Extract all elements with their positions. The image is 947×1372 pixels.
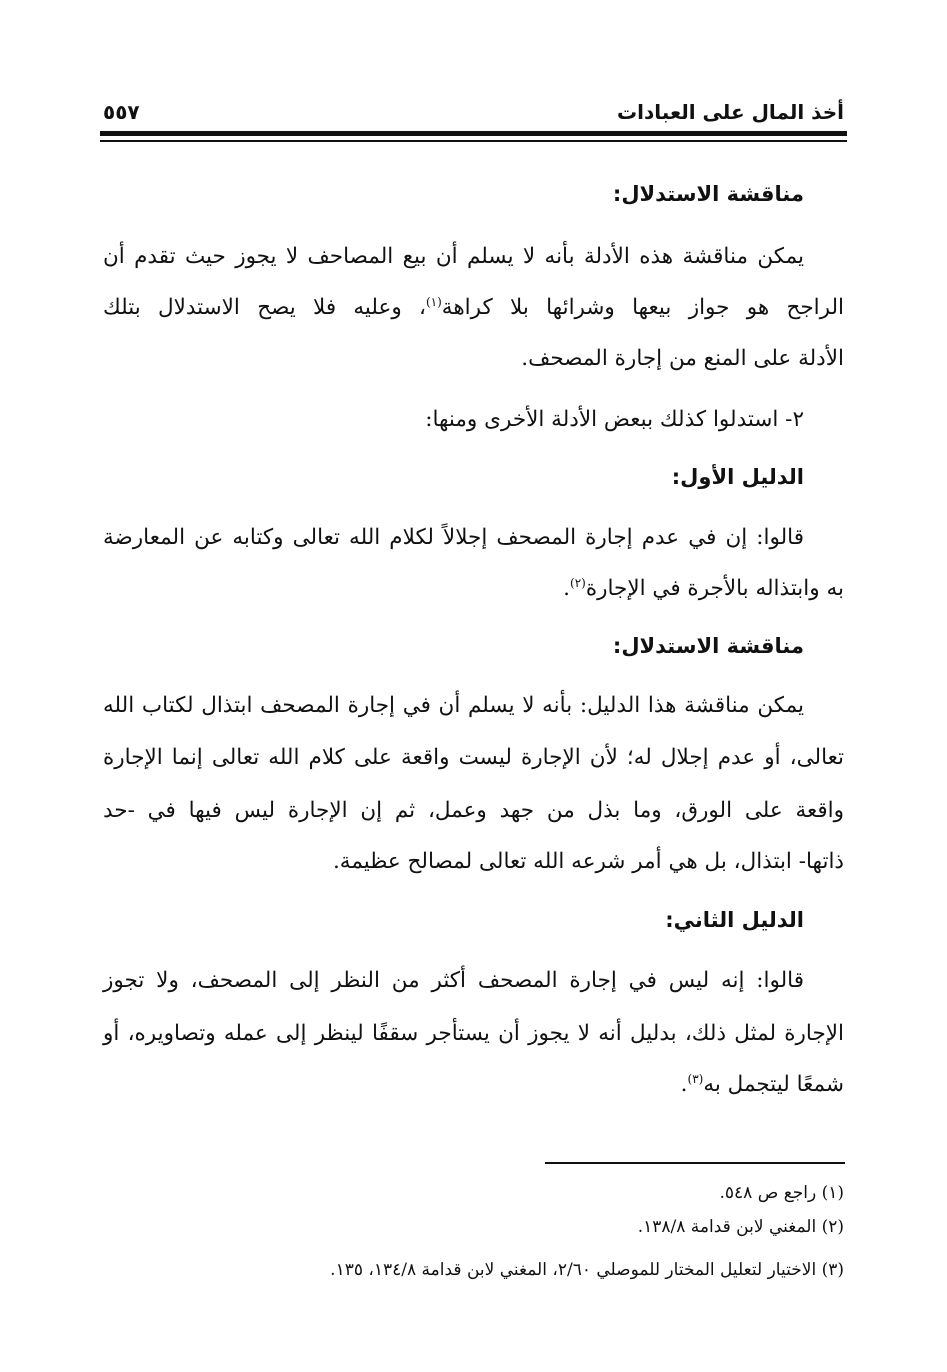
book-title: أخذ المال على العبادات (617, 100, 844, 124)
body-line: قالوا: إنه ليس في إجارة المصحف أكثر من النظر إلى المصحف، ولا تجوز (103, 968, 804, 993)
body-line: الأدلة على المنع من إجارة المصحف. (521, 346, 844, 371)
evidence-heading: الدليل الأول: (671, 465, 804, 489)
footnote: (٣) الاختيار لتعليل المختار للموصلي ٢/٦٠، المغني لابن قدامة ١٣٤/٨، ١٣٥. (330, 1260, 844, 1280)
evidence-heading: الدليل الثاني: (665, 908, 804, 932)
body-line-text: شمعًا ليتجمل به$^{(٣)}$. (680, 1071, 844, 1097)
body-line: ذاتها- ابتذال، بل هي أمر شرعه الله تعالى لمصالح عظيمة. (332, 849, 844, 874)
numbered-item: ٢- استدلوا كذلك ببعض الأدلة الأخرى ومنها: (425, 407, 804, 432)
body-line: قالوا: إن في عدم إجارة المصحف إجلالاً لكلام الله تعالى وكتابه عن المعارضة (103, 525, 804, 550)
section-heading: مناقشة الاستدلال: (612, 634, 804, 658)
body-line: الإجارة لمثل ذلك، بدليل أنه لا يجوز أن يستأجر سقفًا لينظر إلى عمله وتصاويره، أو (103, 1021, 844, 1046)
section-heading: مناقشة الاستدلال: (612, 182, 804, 206)
body-line (103, 1063, 844, 1107)
body-line-text: الراجح هو جواز بيعها وشرائها بلا كراهة$^{(١)}$، وعليه فلا يصح الاستدلال بتلك (103, 294, 844, 320)
body-line: يمكن مناقشة هذه الأدلة بأنه لا يسلم أن بيع المصاحف لا يجوز حيث تقدم أن (103, 244, 804, 269)
running-head (103, 92, 844, 124)
footnote-ref: (١) (425, 294, 442, 309)
footnote-ref: (٣) (687, 1071, 704, 1086)
footnote-ref: (٢) (570, 575, 586, 590)
page-number: ٥٥٧ (103, 100, 140, 124)
body-line (103, 567, 844, 611)
header-rule-thin (100, 140, 847, 142)
body-line-text: به وابتذاله بالأجرة في الإجارة$^{(٢)}$. (563, 575, 844, 601)
footnote: (١) راجع ص ٥٤٨. (719, 1183, 844, 1203)
body-line: واقعة على الورق، وما بذل من جهد وعمل، ثم إن الإجارة ليس فيها في -حد (103, 798, 844, 823)
body-line: يمكن مناقشة هذا الدليل: بأنه لا يسلم أن في إجارة المصحف ابتذال لكتاب الله (103, 693, 804, 718)
body-line: تعالى، أو عدم إجلال له؛ لأن الإجارة ليست واقعة على كلام الله تعالى إنما الإجارة (103, 745, 844, 770)
footnote: (٢) المغني لابن قدامة ١٣٨/٨. (637, 1217, 844, 1237)
header-rule-thick (100, 131, 847, 136)
body-line (103, 286, 844, 330)
footnote-separator (545, 1162, 845, 1164)
